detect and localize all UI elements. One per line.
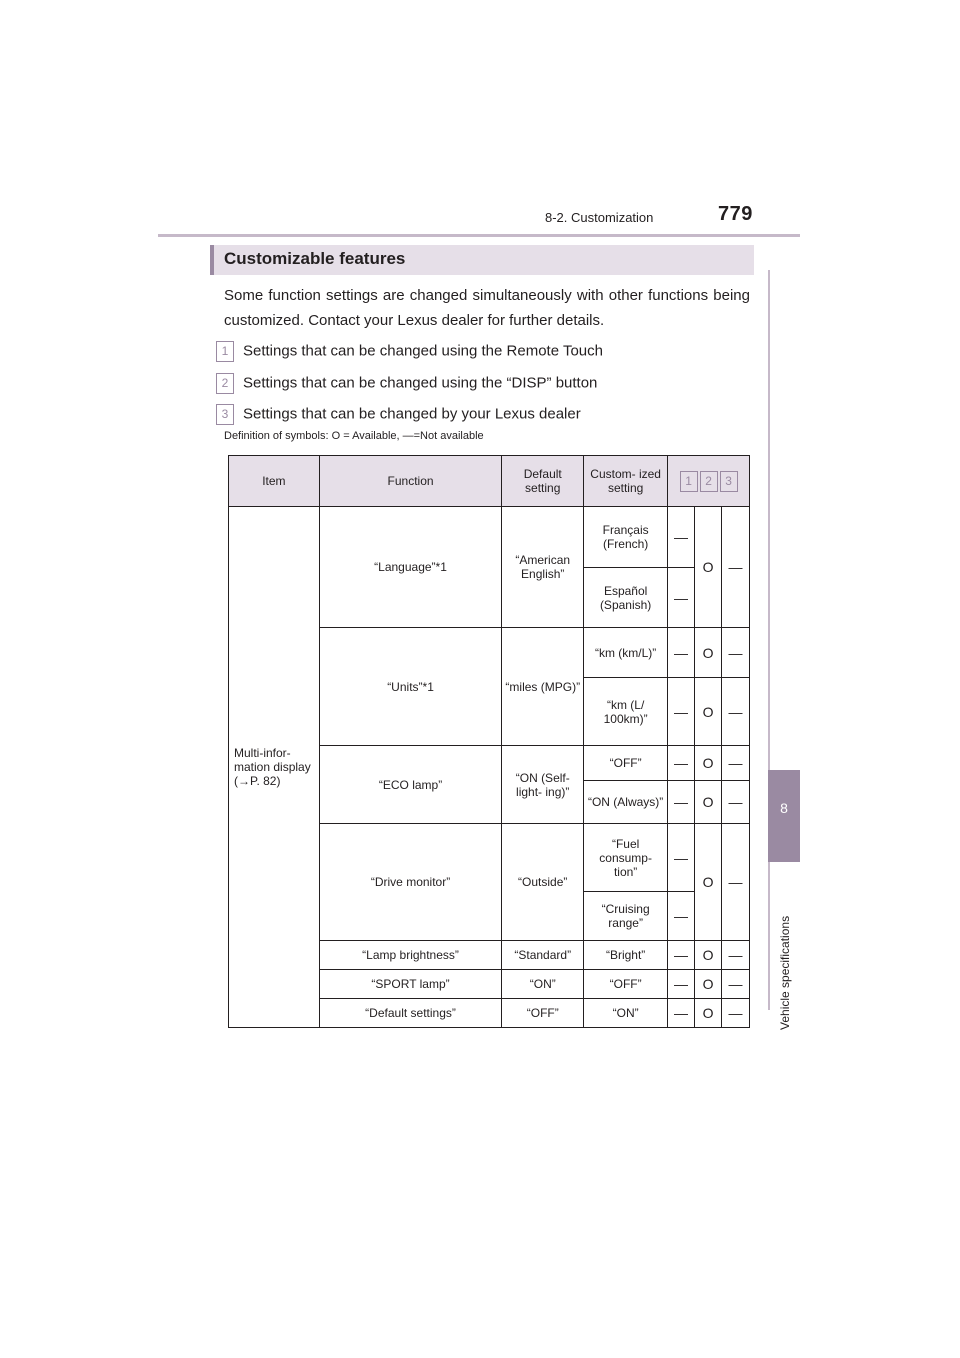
section-header: 8-2. Customization	[545, 210, 654, 225]
section-title-bar	[210, 245, 754, 275]
chapter-number: 8	[780, 800, 788, 816]
number-badge-3: 3	[216, 404, 234, 425]
legend-item-1: 1 Settings that can be changed using the Remote Touch	[216, 341, 603, 362]
table-row: “Units”*1 “miles (MPG)” “km (km/L)” — O —	[229, 628, 750, 678]
header-custom: Custom- ized setting	[584, 456, 668, 507]
header-function: Function	[319, 456, 502, 507]
legend-item-3: 3 Settings that can be changed by your Lexus dealer	[216, 404, 581, 425]
legend-item-2: 2 Settings that can be changed using the “DISP” button	[216, 373, 597, 394]
chapter-tab	[768, 770, 800, 862]
table-row: Multi-infor- mation display (→P. 82) “Language”*1 “American English” Français (French) — O —	[229, 507, 750, 568]
number-badge-2: 2	[216, 373, 234, 394]
table-row: “km (L/ 100km)” — O —	[229, 678, 750, 746]
page-number: 779	[718, 203, 753, 225]
symbol-definitions: Definition of symbols: O = Available, —=Not available	[224, 430, 484, 442]
header-badges: 1 2 3	[668, 456, 750, 507]
item-cell: Multi-infor- mation display (→P. 82)	[229, 507, 320, 1028]
table-row: Español (Spanish) —	[229, 568, 750, 628]
side-rule	[768, 270, 770, 1010]
table-row: “Lamp brightness” “Standard” “Bright” — O —	[229, 941, 750, 970]
section-title: Customizable features	[224, 249, 406, 268]
table-row: “ON (Always)” — O —	[229, 781, 750, 824]
number-badge-1: 1	[216, 341, 234, 362]
header-default: Default setting	[502, 456, 584, 507]
table-row: “Default settings” “OFF” “ON” — O —	[229, 999, 750, 1028]
table-header-row	[229, 456, 750, 507]
customization-table	[228, 455, 750, 1028]
chapter-label: Vehicle specifications	[778, 915, 792, 1030]
table-row: “Drive monitor” “Outside” “Fuel consump- tion” — O —	[229, 824, 750, 892]
table-row: “ECO lamp” “ON (Self-light- ing)” “OFF” — O —	[229, 746, 750, 781]
table-row: “Cruising range” —	[229, 892, 750, 941]
header-rule	[158, 234, 800, 237]
header-item: Item	[229, 456, 320, 507]
intro-paragraph: Some function settings are changed simultaneously with other functions being customized. Contact your Lexus dealer for further details.	[224, 287, 750, 329]
table-row: “SPORT lamp” “ON” “OFF” — O —	[229, 970, 750, 999]
